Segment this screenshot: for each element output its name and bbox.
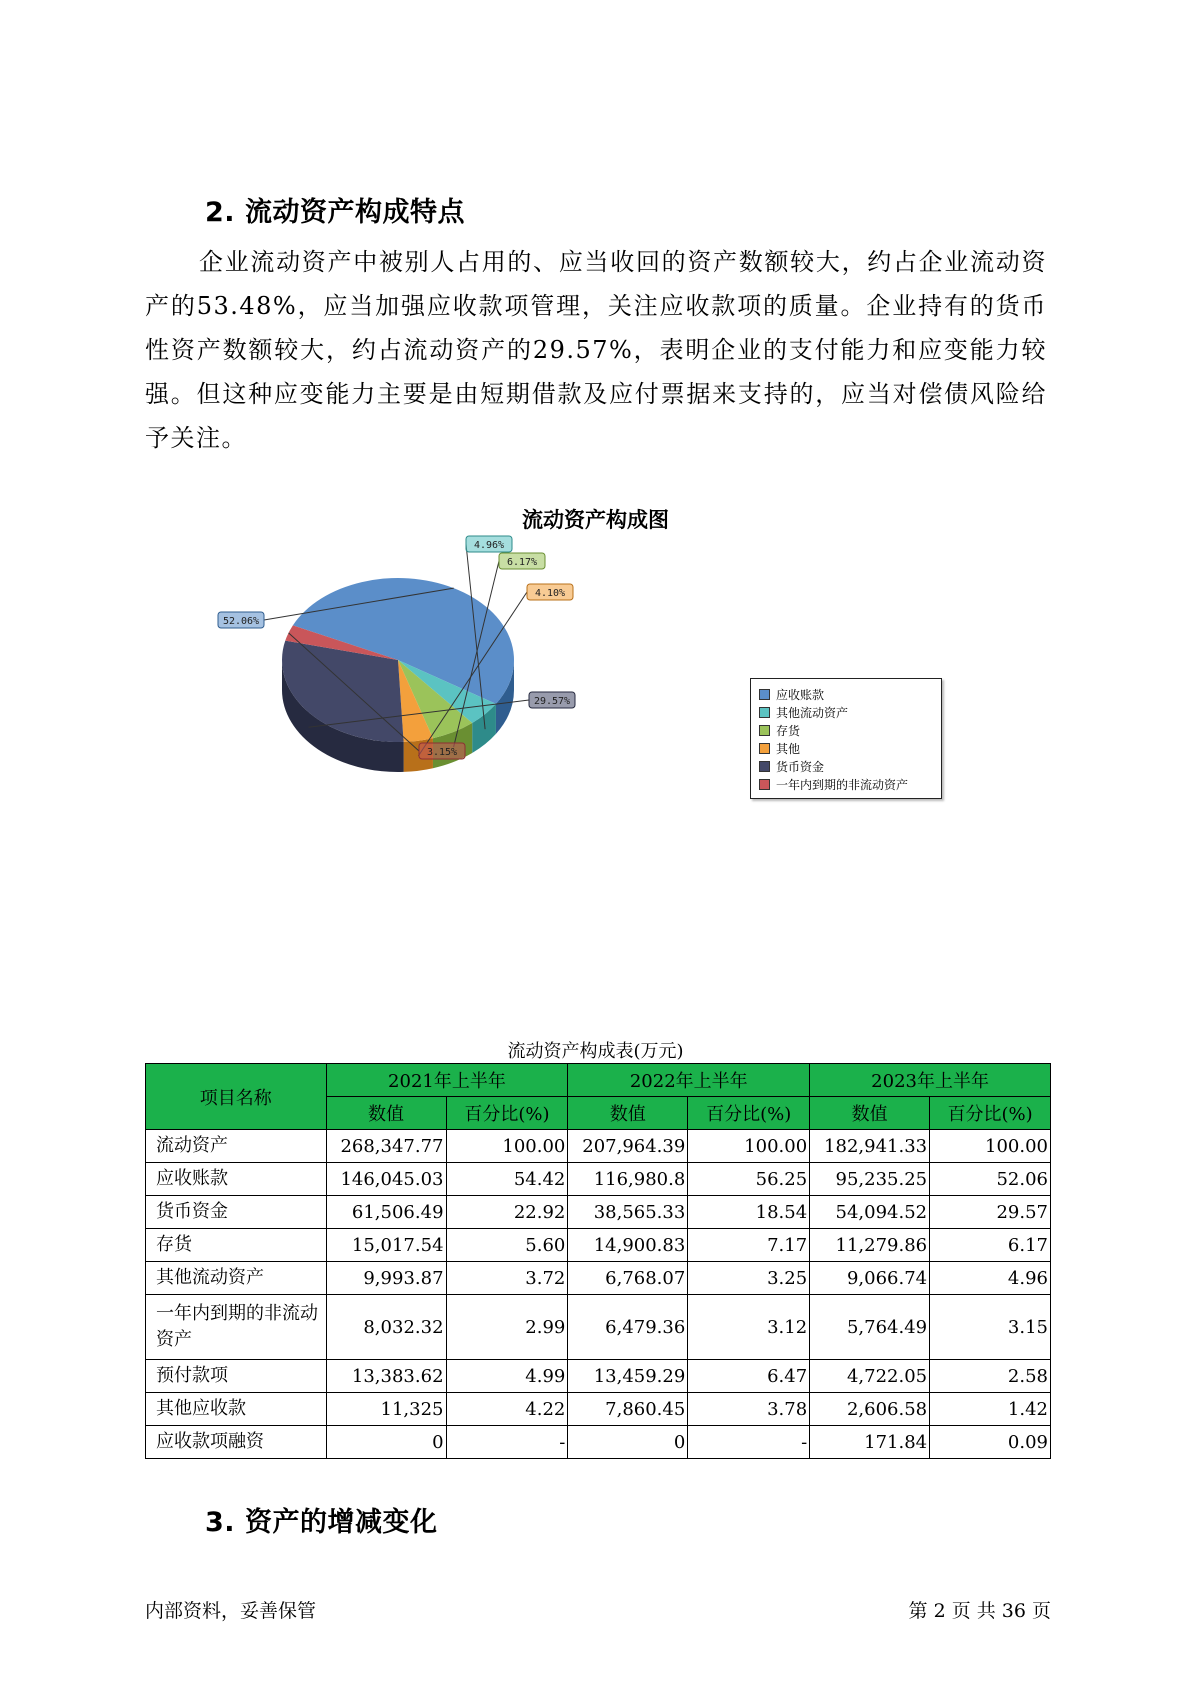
cell-value: 61,506.49	[326, 1196, 446, 1229]
legend-label: 存货	[776, 723, 801, 738]
cell-value: 54,094.52	[810, 1196, 930, 1229]
cell-percent: 52.06	[930, 1163, 1051, 1196]
cell-percent: 6.17	[930, 1229, 1051, 1262]
row-name: 应收账款	[146, 1163, 327, 1196]
cell-value: 95,235.25	[810, 1163, 930, 1196]
table-row	[146, 1130, 1051, 1163]
table-row	[146, 1163, 1051, 1196]
pie-label-text: 29.57%	[533, 696, 571, 707]
cell-value: 14,900.83	[568, 1229, 688, 1262]
row-name: 预付款项	[146, 1360, 327, 1393]
cell-percent: 100.00	[688, 1130, 810, 1163]
table-caption: 流动资产构成表(万元)	[507, 1041, 684, 1062]
cell-percent: 0.09	[930, 1426, 1051, 1459]
row-name: 存货	[146, 1229, 327, 1262]
cell-percent: 100.00	[446, 1130, 568, 1163]
table-row	[146, 1262, 1051, 1295]
row-name: 货币资金	[146, 1196, 327, 1229]
cell-percent: 3.72	[446, 1262, 568, 1295]
legend-label: 应收账款	[776, 687, 825, 702]
cell-percent: 54.42	[446, 1163, 568, 1196]
cell-value: 146,045.03	[326, 1163, 446, 1196]
cell-percent: 5.60	[446, 1229, 568, 1262]
legend-label: 其他流动资产	[776, 705, 849, 720]
table-row	[146, 1426, 1051, 1459]
cell-percent: 3.15	[930, 1295, 1051, 1360]
cell-percent: 18.54	[688, 1196, 810, 1229]
table-row	[146, 1229, 1051, 1262]
cell-value: 8,032.32	[326, 1295, 446, 1360]
table-row	[146, 1196, 1051, 1229]
cell-percent: 56.25	[688, 1163, 810, 1196]
cell-value: 5,764.49	[810, 1295, 930, 1360]
row-name: 其他应收款	[146, 1393, 327, 1426]
cell-value: 7,860.45	[568, 1393, 688, 1426]
header-year: 2023年上半年	[810, 1064, 1051, 1097]
header-year: 2022年上半年	[568, 1064, 810, 1097]
legend-item	[759, 703, 935, 721]
pie-label-text: 3.15%	[426, 747, 458, 758]
cell-value: 9,066.74	[810, 1262, 930, 1295]
section-heading-2: 2. 流动资产构成特点	[205, 197, 465, 228]
current-assets-table	[145, 1063, 1051, 1459]
cell-percent: 4.99	[446, 1360, 568, 1393]
header-percent: 百分比(%)	[446, 1097, 568, 1130]
legend-item	[759, 757, 935, 775]
cell-value: 116,980.8	[568, 1163, 688, 1196]
cell-percent: -	[688, 1426, 810, 1459]
cell-percent: 3.12	[688, 1295, 810, 1360]
row-name: 其他流动资产	[146, 1262, 327, 1295]
cell-percent: 3.25	[688, 1262, 810, 1295]
legend-swatch	[759, 689, 770, 700]
cell-percent: 7.17	[688, 1229, 810, 1262]
legend-item	[759, 685, 935, 703]
header-value: 数值	[810, 1097, 930, 1130]
chart-legend	[750, 678, 942, 799]
cell-percent: 2.99	[446, 1295, 568, 1360]
row-name: 一年内到期的非流动资产	[146, 1295, 327, 1360]
header-percent: 百分比(%)	[688, 1097, 810, 1130]
cell-value: 11,325	[326, 1393, 446, 1426]
table-row	[146, 1393, 1051, 1426]
cell-percent: 29.57	[930, 1196, 1051, 1229]
cell-value: 13,383.62	[326, 1360, 446, 1393]
cell-value: 182,941.33	[810, 1130, 930, 1163]
legend-item	[759, 775, 935, 793]
cell-value: 11,279.86	[810, 1229, 930, 1262]
cell-value: 6,768.07	[568, 1262, 688, 1295]
footer-page-number: 第 2 页 共 36 页	[908, 1600, 1051, 1622]
header-value: 数值	[326, 1097, 446, 1130]
cell-percent: 100.00	[930, 1130, 1051, 1163]
cell-percent: 1.42	[930, 1393, 1051, 1426]
section-heading-3: 3. 资产的增减变化	[205, 1507, 438, 1538]
cell-value: 13,459.29	[568, 1360, 688, 1393]
cell-value: 6,479.36	[568, 1295, 688, 1360]
pie-label-text: 4.10%	[534, 588, 566, 599]
legend-swatch	[759, 743, 770, 754]
legend-item	[759, 721, 935, 739]
legend-swatch	[759, 725, 770, 736]
cell-percent: 22.92	[446, 1196, 568, 1229]
cell-value: 0	[568, 1426, 688, 1459]
legend-label: 货币资金	[776, 759, 825, 774]
table-row	[146, 1295, 1051, 1360]
cell-percent: 4.96	[930, 1262, 1051, 1295]
pie-label-text: 4.96%	[473, 540, 505, 551]
cell-value: 0	[326, 1426, 446, 1459]
header-value: 数值	[568, 1097, 688, 1130]
cell-percent: 4.22	[446, 1393, 568, 1426]
row-name: 流动资产	[146, 1130, 327, 1163]
legend-swatch	[759, 779, 770, 790]
cell-percent: -	[446, 1426, 568, 1459]
table-row	[146, 1360, 1051, 1393]
cell-value: 268,347.77	[326, 1130, 446, 1163]
header-percent: 百分比(%)	[930, 1097, 1051, 1130]
legend-item	[759, 739, 935, 757]
cell-percent: 6.47	[688, 1360, 810, 1393]
cell-value: 207,964.39	[568, 1130, 688, 1163]
cell-value: 38,565.33	[568, 1196, 688, 1229]
cell-value: 2,606.58	[810, 1393, 930, 1426]
cell-percent: 2.58	[930, 1360, 1051, 1393]
footer-left: 内部资料，妥善保管	[145, 1600, 317, 1622]
pie-chart	[220, 540, 660, 820]
row-name: 应收款项融资	[146, 1426, 327, 1459]
legend-swatch	[759, 761, 770, 772]
cell-value: 15,017.54	[326, 1229, 446, 1262]
legend-label: 其他	[776, 741, 801, 756]
pie-label-text: 52.06%	[222, 616, 260, 627]
body-paragraph: 企业流动资产中被别人占用的、应当收回的资产数额较大，约占企业流动资产的53.48%，应当加强应收款项管理，关注应收款项的质量。企业持有的货币性资产数额较大，约占流动资产的29.57%，表明企业的支付能力和应变能力较强。但这种应变能力主要是由短期借款及应付票据来支持的，应当对偿债风险给予关注。	[145, 248, 1047, 452]
header-year: 2021年上半年	[326, 1064, 568, 1097]
pie-label-text: 6.17%	[506, 557, 538, 568]
cell-value: 171.84	[810, 1426, 930, 1459]
legend-swatch	[759, 707, 770, 718]
legend-label: 一年内到期的非流动资产	[776, 777, 909, 792]
cell-percent: 3.78	[688, 1393, 810, 1426]
chart-title: 流动资产构成图	[522, 508, 669, 532]
cell-value: 9,993.87	[326, 1262, 446, 1295]
cell-value: 4,722.05	[810, 1360, 930, 1393]
header-item-name: 项目名称	[146, 1064, 327, 1130]
